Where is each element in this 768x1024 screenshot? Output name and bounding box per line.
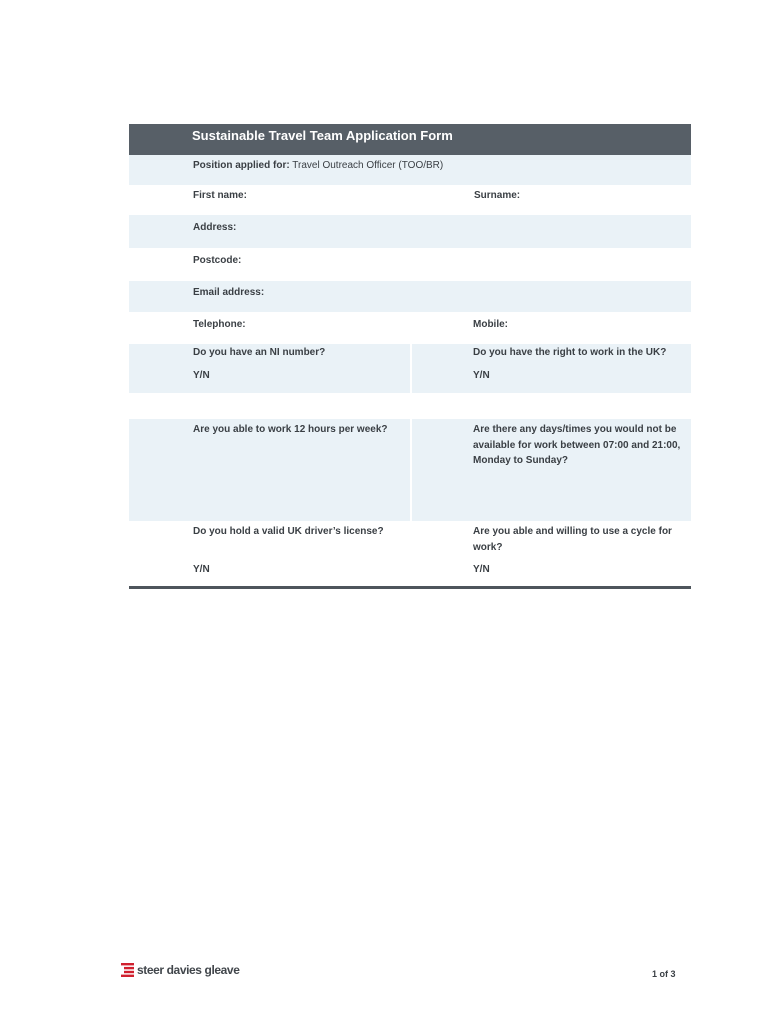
postcode-row [129,248,691,281]
right-to-work-question: Do you have the right to work in the UK? [473,347,667,358]
email-label: Email address: [193,287,265,298]
right-to-work-answer[interactable]: Y/N [473,370,490,381]
cycle-answer[interactable]: Y/N [473,564,490,575]
position-value: Travel Outreach Officer (TOO/BR) [289,160,444,171]
license-cycle-row [129,521,691,586]
bottom-rule [129,586,691,589]
license-question: Do you hold a valid UK driver’s license? [193,526,384,537]
application-form [129,124,691,589]
footer-logo [121,963,239,977]
ni-answer[interactable]: Y/N [193,370,210,381]
ni-rtw-row [129,344,691,393]
steer-davies-gleave-logo-mark-icon [121,963,134,977]
availability-question: Are there any days/times you would not be available for work between 07:00 and 21:00, Monday to Sunday? [473,424,681,466]
column-divider [410,419,412,521]
form-title: Sustainable Travel Team Application Form [129,124,691,155]
hours-question: Are you able to work 12 hours per week? [193,424,388,435]
first-name-label: First name: [193,190,247,201]
position-row [129,155,691,185]
email-row [129,281,691,312]
hours-availability-row [129,419,691,521]
mobile-label: Mobile: [473,319,508,330]
address-label: Address: [193,222,237,233]
name-row [129,185,691,215]
postcode-label: Postcode: [193,255,242,266]
column-divider [410,344,412,393]
phone-row [129,312,691,344]
address-row [129,215,691,248]
ni-question: Do you have an NI number? [193,347,326,358]
license-answer[interactable]: Y/N [193,564,210,575]
position-field[interactable] [193,160,443,171]
cycle-question: Are you able and willing to use a cycle for work? [473,526,672,553]
telephone-label: Telephone: [193,319,246,330]
logo-text: steer davies gleave [137,963,240,977]
spacer-row [129,393,691,419]
page-number: 1 of 3 [652,969,676,979]
position-label: Position applied for: [193,160,290,171]
surname-label: Surname: [474,190,521,201]
